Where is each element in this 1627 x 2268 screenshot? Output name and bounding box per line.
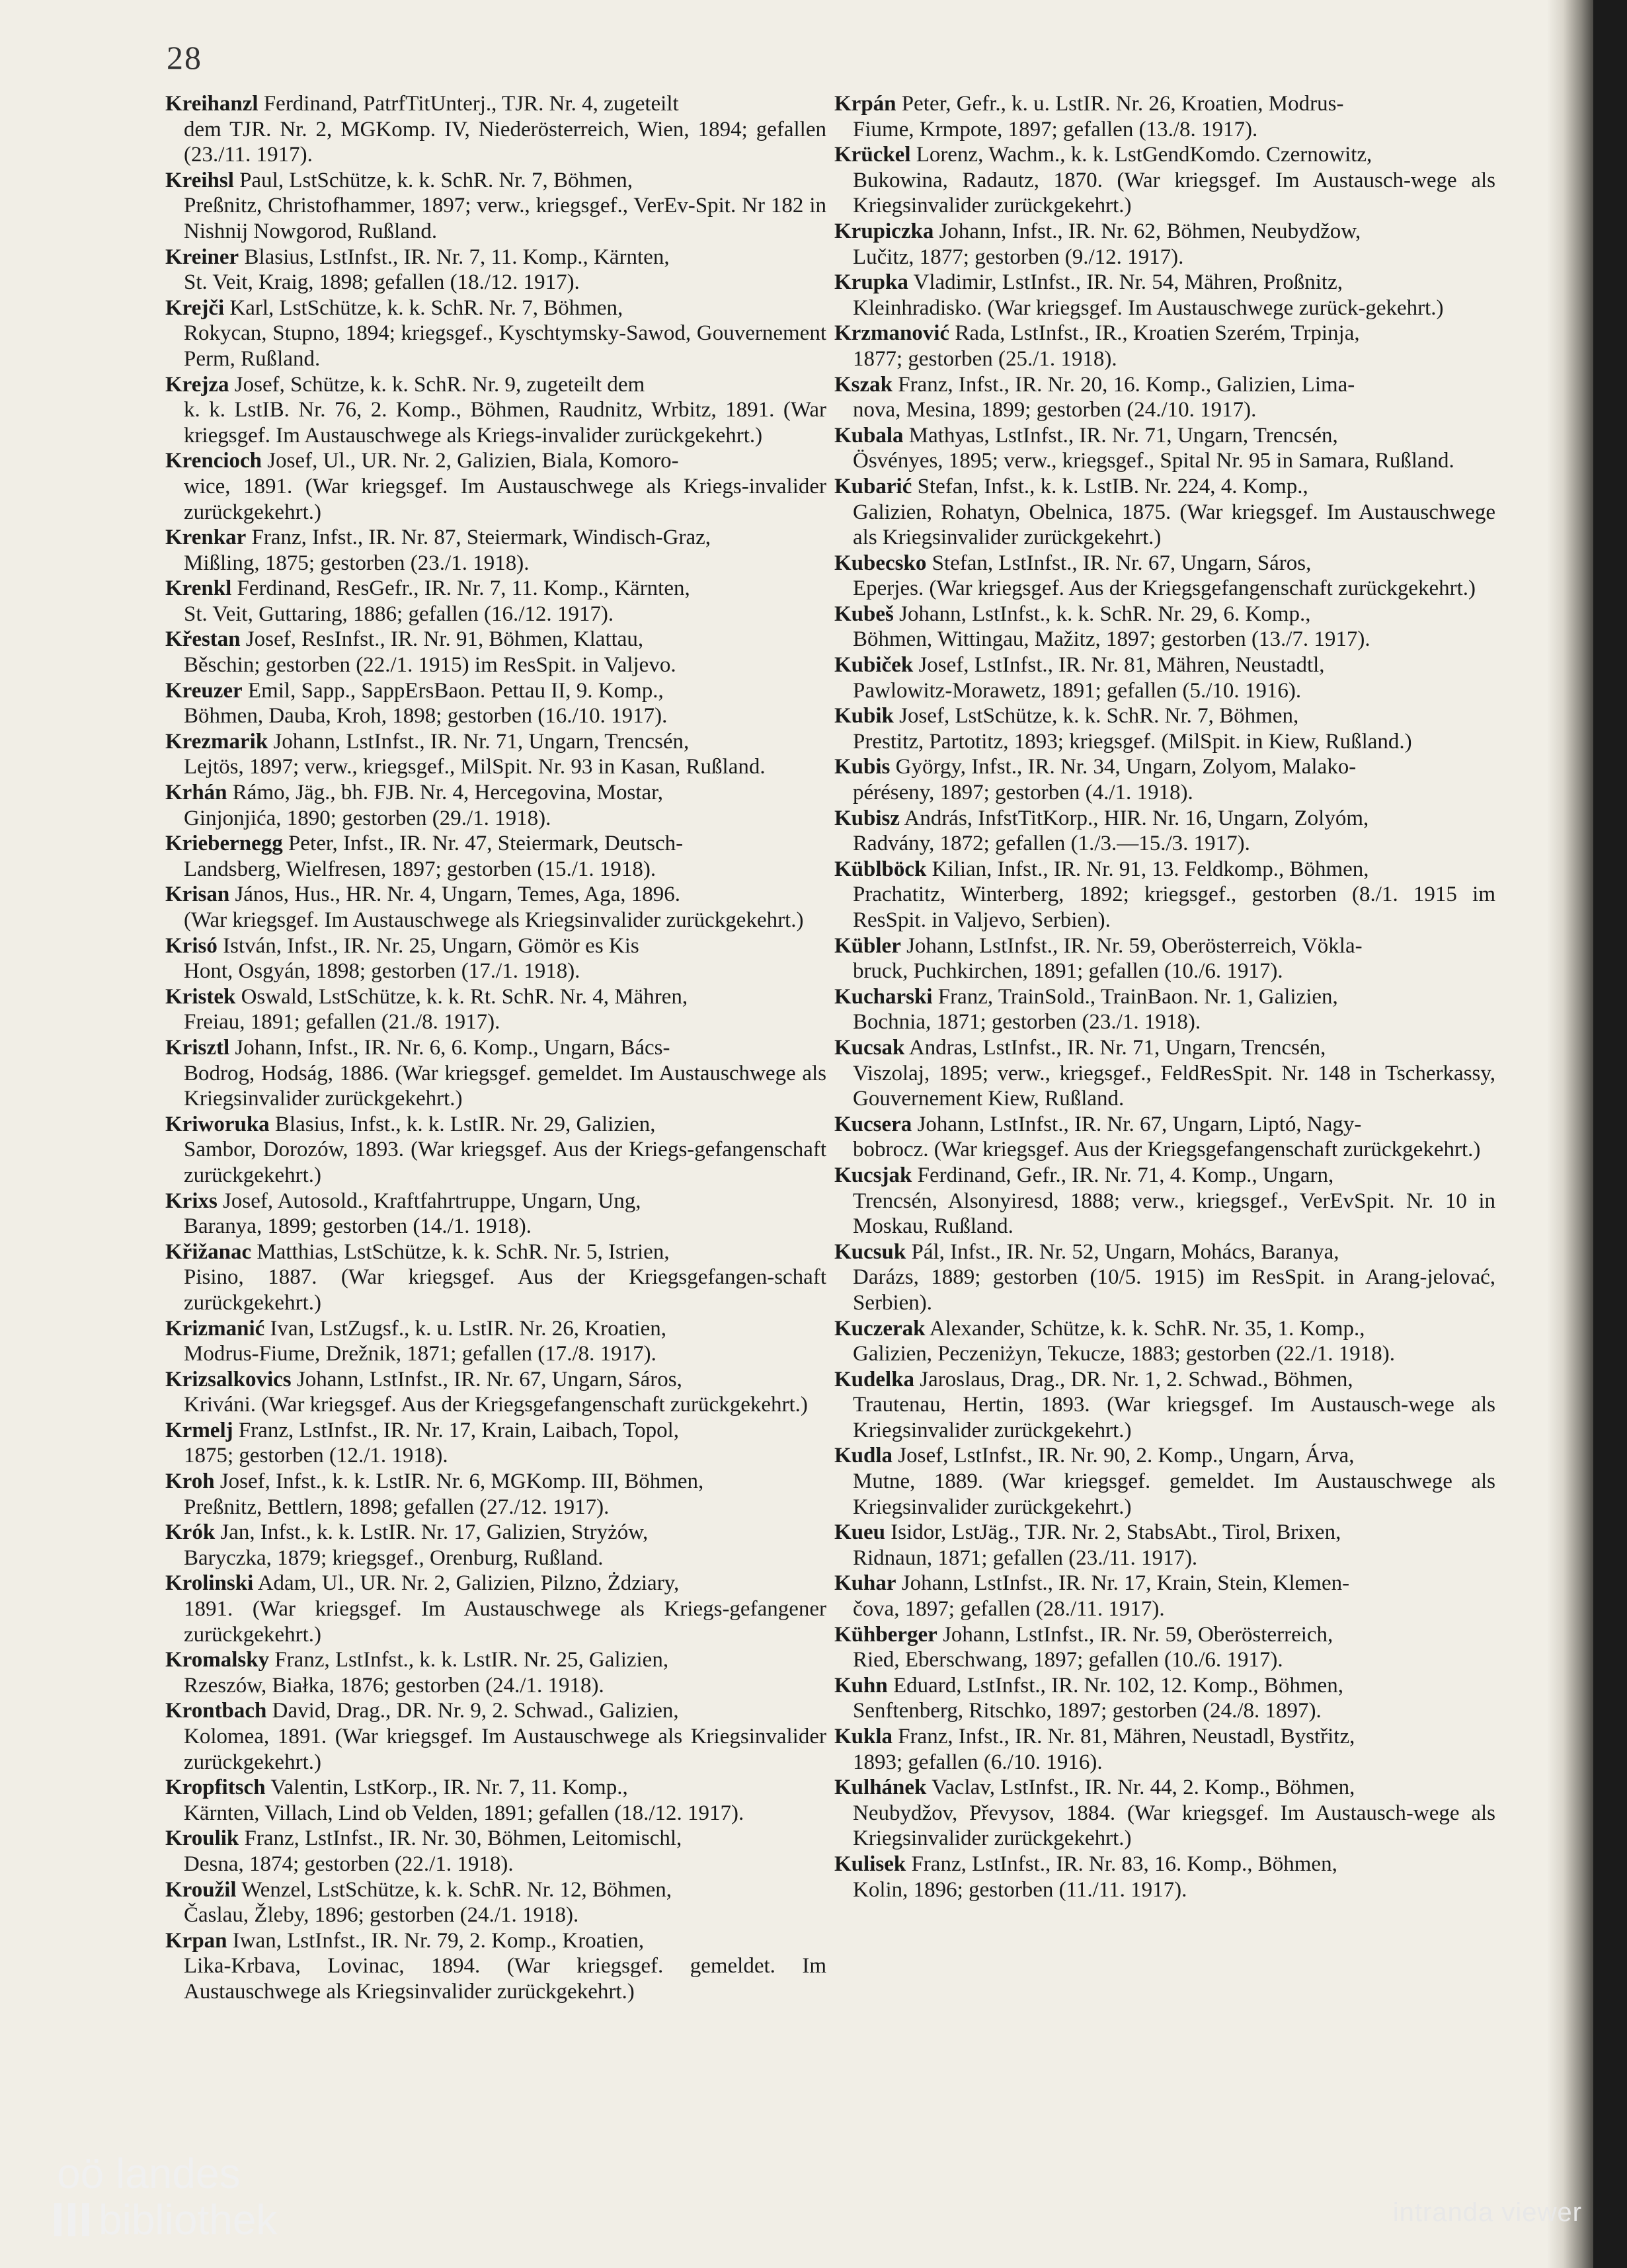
- entry-first-line: Vladimir, LstInfst., IR. Nr. 54, Mähren, Proßnitz,: [913, 270, 1343, 295]
- entry-first-line: Peter, Infst., IR. Nr. 47, Steiermark, Deutsch-: [288, 832, 684, 856]
- register-entry: [834, 1367, 1495, 1444]
- entry-surname: Krisó: [165, 933, 218, 958]
- left-column: [165, 91, 826, 2005]
- entry-continuation: dem TJR. Nr. 2, MGKomp. IV, Niederösterreich, Wien, 1894; gefallen (23./11. 1917).: [184, 117, 826, 167]
- entry-continuation: Kärnten, Villach, Lind ob Velden, 1891; gefallen (18./12. 1917).: [184, 1801, 744, 1825]
- register-entry: [834, 142, 1495, 219]
- entry-surname: Kucsjak: [834, 1163, 912, 1187]
- entry-first-line: Adam, Ul., UR. Nr. 2, Galizien, Pilzno, Żdziary,: [257, 1571, 680, 1596]
- register-entry: [834, 270, 1495, 321]
- register-entry: [834, 1316, 1495, 1367]
- entry-continuation: Freiau, 1891; gefallen (21./8. 1917).: [184, 1010, 500, 1035]
- entry-surname: Kriebernegg: [165, 832, 283, 856]
- register-entry: [165, 678, 826, 729]
- entry-continuation: 1893; gefallen (6./10. 1916).: [853, 1750, 1103, 1774]
- entry-surname: Kubecsko: [834, 551, 927, 575]
- entry-continuation: Landsberg, Wielfresen, 1897; gestorben (15./1. 1918).: [184, 857, 656, 881]
- entry-continuation: Modrus-Fiume, Drežnik, 1871; gefallen (17./8. 1917).: [184, 1342, 656, 1366]
- entry-surname: Krezmarik: [165, 729, 268, 754]
- entry-continuation: 1877; gestorben (25./1. 1918).: [853, 346, 1117, 371]
- register-entry: [165, 1698, 826, 1775]
- entry-continuation: Baranya, 1899; gestorben (14./1. 1918).: [184, 1214, 532, 1239]
- entry-first-line: András, InfstTitKorp., HIR. Nr. 16, Ungarn, Zolyóm,: [904, 806, 1369, 830]
- register-entry: [834, 423, 1495, 474]
- entry-first-line: Jan, Infst., k. k. LstIR. Nr. 17, Galizien, Stryżów,: [220, 1520, 649, 1545]
- entry-first-line: Oswald, LstSchütze, k. k. Rt. SchR. Nr. 4, Mähren,: [241, 984, 688, 1009]
- entry-continuation: Časlau, Žleby, 1896; gestorben (24./1. 1918).: [184, 1903, 579, 1928]
- entry-continuation: péréseny, 1897; gestorben (4./1. 1918).: [853, 781, 1193, 805]
- entry-surname: Kuczerak: [834, 1316, 926, 1341]
- register-entry: [834, 1622, 1495, 1673]
- register-entry: [834, 857, 1495, 933]
- entry-continuation: Eperjes. (War kriegsgef. Aus der Kriegsgefangenschaft zurückgekehrt.): [853, 576, 1476, 601]
- register-entry: [165, 1826, 826, 1877]
- entry-first-line: Pál, Infst., IR. Nr. 52, Ungarn, Mohács, Baranya,: [911, 1239, 1339, 1264]
- entry-continuation: Senftenberg, Ritschko, 1897; gestorben (24./8. 1897).: [853, 1699, 1322, 1723]
- entry-continuation: Preßnitz, Christofhammer, 1897; verw., kriegsgef., VerEv-Spit. Nr 182 in Nishnij Nowgorod, Rußland.: [184, 194, 826, 243]
- entry-first-line: Franz, LstInfst., IR. Nr. 83, 16. Komp., Böhmen,: [911, 1852, 1337, 1876]
- entry-continuation: Rzeszów, Białka, 1876; gestorben (24./1. 1918).: [184, 1673, 604, 1698]
- register-entry: [165, 1112, 826, 1189]
- entry-surname: Krisan: [165, 882, 230, 907]
- entry-continuation: Kolin, 1896; gestorben (11./11. 1917).: [853, 1877, 1187, 1902]
- entry-continuation: St. Veit, Kraig, 1898; gefallen (18./12. 1917).: [184, 270, 580, 295]
- entry-continuation: Mutne, 1889. (War kriegsgef. gemeldet. Im Austauschwege als Kriegsinvalider zurückgekehrt.): [853, 1469, 1495, 1519]
- entry-surname: Krizmanić: [165, 1316, 265, 1341]
- register-entry: [834, 933, 1495, 984]
- entry-first-line: Josef, ResInfst., IR. Nr. 91, Böhmen, Klattau,: [245, 627, 644, 652]
- entry-first-line: Paul, LstSchütze, k. k. SchR. Nr. 7, Böhmen,: [239, 168, 633, 192]
- entry-first-line: Ferdinand, PatrfTitUnterj., TJR. Nr. 4, zugeteilt: [263, 92, 679, 116]
- entry-continuation: k. k. LstIB. Nr. 76, 2. Komp., Böhmen, Raudnitz, Wrbitz, 1891. (War kriegsgef. Im Austauschwege als Kriegs-invalider zurückgekehrt.): [184, 398, 826, 448]
- register-entry: [165, 831, 826, 882]
- entry-continuation: čova, 1897; gefallen (28./11. 1917).: [853, 1597, 1165, 1622]
- register-entry: [834, 1724, 1495, 1775]
- entry-surname: Krók: [165, 1520, 216, 1545]
- entry-surname: Kubiček: [834, 653, 914, 678]
- entry-surname: Kucharski: [834, 984, 933, 1009]
- entry-surname: Kühberger: [834, 1622, 937, 1647]
- entry-continuation: Viszolaj, 1895; verw., kriegsgef., FeldResSpit. Nr. 148 in Tscherkassy, Gouvernement Kiew, Rußland.: [853, 1061, 1495, 1111]
- entry-first-line: Wenzel, LstSchütze, k. k. SchR. Nr. 12, Böhmen,: [241, 1877, 672, 1902]
- entry-first-line: Jaroslaus, Drag., DR. Nr. 1, 2. Schwad., Böhmen,: [920, 1367, 1353, 1391]
- entry-surname: Kubisz: [834, 806, 900, 830]
- register-entry: [834, 1571, 1495, 1622]
- register-entry: [834, 1520, 1495, 1571]
- entry-first-line: Josef, Autosold., Kraftfahrtruppe, Ungarn, Ung,: [223, 1189, 641, 1213]
- entry-continuation: Pisino, 1887. (War kriegsgef. Aus der Kriegsgefangen-schaft zurückgekehrt.): [184, 1265, 826, 1315]
- entry-first-line: Kilian, Infst., IR. Nr. 91, 13. Feldkomp., Böhmen,: [932, 857, 1369, 881]
- register-entry: [165, 1239, 826, 1316]
- register-entry: [165, 448, 826, 525]
- register-entry: [834, 91, 1495, 142]
- entry-first-line: Johann, LstInfst., IR. Nr. 17, Krain, Stein, Klemen-: [901, 1571, 1350, 1596]
- register-entry: [834, 321, 1495, 371]
- register-entry: [834, 652, 1495, 703]
- logo-text-bottom-row: [54, 2197, 277, 2243]
- entry-surname: Krenkl: [165, 576, 232, 601]
- entry-first-line: Alexander, Schütze, k. k. SchR. Nr. 35, 1. Komp.,: [929, 1316, 1365, 1341]
- logo-bars-icon: [54, 2203, 89, 2236]
- entry-continuation: Ridnaun, 1871; gefallen (23./11. 1917).: [853, 1545, 1198, 1570]
- entry-first-line: Johann, Infst., IR. Nr. 62, Böhmen, Neubydžow,: [939, 219, 1361, 243]
- entry-continuation: Prestitz, Partotitz, 1893; kriegsgef. (MilSpit. in Kiew, Rußland.): [853, 729, 1412, 754]
- entry-continuation: Bukowina, Radautz, 1870. (War kriegsgef. Im Austausch-wege als Kriegsinvalider zurückgekehrt.): [853, 168, 1495, 218]
- entry-continuation: Desna, 1874; gestorben (22./1. 1918).: [184, 1852, 514, 1876]
- entry-surname: Krpán: [834, 92, 896, 116]
- entry-surname: Krpan: [165, 1928, 227, 1953]
- entry-surname: Küblböck: [834, 857, 927, 881]
- entry-continuation: Lejtös, 1897; verw., kriegsgef., MilSpit. Nr. 93 in Kasan, Rußland.: [184, 755, 766, 779]
- register-entry: [834, 1775, 1495, 1852]
- entry-continuation: Mißling, 1875; gestorben (23./1. 1918).: [184, 551, 530, 575]
- logo-text-top: oö landes: [57, 2150, 241, 2197]
- entry-surname: Kuhar: [834, 1571, 896, 1596]
- entry-surname: Krisztl: [165, 1035, 230, 1060]
- entry-first-line: Franz, TrainSold., TrainBaon. Nr. 1, Galizien,: [937, 984, 1338, 1009]
- entry-surname: Kulhánek: [834, 1776, 927, 1800]
- entry-surname: Kucsera: [834, 1112, 912, 1136]
- register-entry: [165, 168, 826, 245]
- entry-surname: Kroh: [165, 1469, 215, 1494]
- entry-first-line: Johann, LstInfst., IR. Nr. 67, Ungarn, Sáros,: [296, 1367, 682, 1391]
- entry-first-line: Josef, Infst., k. k. LstIR. Nr. 6, MGKomp. III, Böhmen,: [219, 1469, 704, 1494]
- entry-surname: Kucsak: [834, 1035, 905, 1060]
- entry-continuation: Kleinhradisko. (War kriegsgef. Im Austauschwege zurück-gekehrt.): [853, 295, 1444, 320]
- entry-continuation: bobrocz. (War kriegsgef. Aus der Kriegsgefangenschaft zurückgekehrt.): [853, 1138, 1481, 1162]
- entry-first-line: Johann, LstInfst., k. k. SchR. Nr. 29, 6. Komp.,: [899, 602, 1311, 626]
- register-entry: [834, 1443, 1495, 1520]
- entry-first-line: Josef, LstSchütze, k. k. SchR. Nr. 7, Böhmen,: [899, 704, 1299, 728]
- register-entry: [165, 1647, 826, 1698]
- entry-first-line: Valentin, LstKorp., IR. Nr. 7, 11. Komp.,: [270, 1776, 628, 1800]
- register-entry: [834, 1112, 1495, 1163]
- entry-surname: Kreiner: [165, 245, 239, 269]
- entry-continuation: Běschin; gestorben (22./1. 1915) im ResSpit. in Valjevo.: [184, 653, 676, 678]
- entry-first-line: Rámo, Jäg., bh. FJB. Nr. 4, Hercegovina, Mostar,: [232, 781, 664, 805]
- entry-first-line: Stefan, Infst., k. k. LstIB. Nr. 224, 4. Komp.,: [917, 474, 1308, 498]
- entry-continuation: Ried, Eberschwang, 1897; gefallen (10./6. 1917).: [853, 1648, 1283, 1672]
- entry-surname: Krückel: [834, 143, 911, 167]
- entry-continuation: Prachatitz, Winterberg, 1892; kriegsgef., gestorben (8./1. 1915 im ResSpit. in Valjevo, Serbien).: [853, 882, 1495, 932]
- entry-surname: Krixs: [165, 1189, 218, 1213]
- register-entry: [834, 1163, 1495, 1239]
- entry-surname: Krontbach: [165, 1699, 267, 1723]
- entry-first-line: Ferdinand, ResGefr., IR. Nr. 7, 11. Komp., Kärnten,: [237, 576, 690, 601]
- entry-surname: Kubala: [834, 423, 904, 448]
- logo-text-bottom: bibliothek: [99, 2196, 278, 2244]
- entry-first-line: Johann, LstInfst., IR. Nr. 71, Ungarn, Trencsén,: [273, 729, 690, 754]
- register-entry: [165, 933, 826, 984]
- entry-continuation: Lika-Krbava, Lovinac, 1894. (War kriegsgef. gemeldet. Im Austauschwege als Kriegsinvalider zurückgekehrt.): [184, 1954, 826, 2004]
- entry-surname: Krizsalkovics: [165, 1367, 292, 1391]
- entry-first-line: David, Drag., DR. Nr. 9, 2. Schwad., Galizien,: [272, 1699, 679, 1723]
- entry-first-line: Rada, LstInfst., IR., Kroatien Szerém, Trpinja,: [955, 321, 1360, 346]
- register-entry: [165, 1035, 826, 1112]
- entry-surname: Krolinski: [165, 1571, 254, 1596]
- entry-surname: Kreuzer: [165, 678, 243, 703]
- entry-surname: Krmelj: [165, 1418, 233, 1442]
- register-entry: [165, 91, 826, 168]
- entry-first-line: Mathyas, LstInfst., IR. Nr. 71, Ungarn, Trencsén,: [908, 423, 1338, 448]
- entry-continuation: Fiume, Krmpote, 1897; gefallen (13./8. 1917).: [853, 117, 1258, 141]
- register-entry: [165, 1928, 826, 2005]
- entry-surname: Kromalsky: [165, 1648, 270, 1672]
- entry-first-line: Josef, Schütze, k. k. SchR. Nr. 9, zugeteilt dem: [234, 372, 645, 397]
- entry-first-line: Ferdinand, Gefr., IR. Nr. 71, 4. Komp., Ungarn,: [917, 1163, 1334, 1187]
- entry-first-line: Franz, LstInfst., IR. Nr. 17, Krain, Laibach, Topol,: [238, 1418, 679, 1442]
- entry-continuation: St. Veit, Guttaring, 1886; gefallen (16./12. 1917).: [184, 602, 614, 626]
- entry-surname: Krhán: [165, 781, 227, 805]
- entry-surname: Kübler: [834, 933, 901, 958]
- entry-first-line: Franz, LstInfst., IR. Nr. 30, Böhmen, Leitomischl,: [244, 1826, 682, 1851]
- entry-first-line: Matthias, LstSchütze, k. k. SchR. Nr. 5, Istrien,: [257, 1239, 670, 1264]
- entry-first-line: Vaclav, LstInfst., IR. Nr. 44, 2. Komp., Böhmen,: [932, 1776, 1355, 1800]
- entry-surname: Kroužil: [165, 1877, 237, 1902]
- entry-continuation: Trencsén, Alsonyiresd, 1888; verw., kriegsgef., VerEvSpit. Nr. 10 in Moskau, Rußland.: [853, 1189, 1495, 1239]
- entry-continuation: Böhmen, Wittingau, Mažitz, 1897; gestorben (13./7. 1917).: [853, 627, 1370, 652]
- register-entry: [834, 806, 1495, 857]
- entry-surname: Krencioch: [165, 449, 262, 473]
- entry-surname: Kuhn: [834, 1673, 888, 1698]
- entry-continuation: 1891. (War kriegsgef. Im Austauschwege als Kriegs-gefangener zurückgekehrt.): [184, 1597, 826, 1647]
- entry-continuation: Ösvényes, 1895; verw., kriegsgef., Spital Nr. 95 in Samara, Rußland.: [853, 449, 1454, 473]
- entry-surname: Kszak: [834, 372, 893, 397]
- entry-first-line: Johann, Infst., IR. Nr. 6, 6. Komp., Ungarn, Bács-: [235, 1035, 670, 1060]
- entry-surname: Kukla: [834, 1725, 893, 1748]
- page-gutter-shadow: [1547, 0, 1593, 2268]
- register-entry: [834, 474, 1495, 551]
- right-column: [834, 91, 1495, 1902]
- entry-continuation: bruck, Puchkirchen, 1891; gefallen (10./6. 1917).: [853, 959, 1283, 984]
- entry-surname: Kriworuka: [165, 1112, 270, 1136]
- entry-continuation: Hont, Osgyán, 1898; gestorben (17./1. 1918).: [184, 959, 580, 984]
- entry-surname: Kudla: [834, 1444, 893, 1468]
- entry-continuation: Trautenau, Hertin, 1893. (War kriegsgef. Im Austausch-wege als Kriegsinvalider zurückgekehrt.): [853, 1393, 1495, 1442]
- register-entry: [165, 882, 826, 933]
- entry-surname: Krupiczka: [834, 219, 934, 243]
- register-entry: [165, 1418, 826, 1469]
- entry-surname: Kroulik: [165, 1826, 239, 1851]
- entry-first-line: Blasius, LstInfst., IR. Nr. 7, 11. Komp., Kärnten,: [244, 245, 670, 269]
- entry-continuation: Neubydžov, Převysov, 1884. (War kriegsgef. Im Austausch-wege als Kriegsinvalider zurückgekehrt.): [853, 1801, 1495, 1851]
- register-entry: [834, 1239, 1495, 1316]
- entry-surname: Kreihsl: [165, 168, 234, 192]
- entry-first-line: Karl, LstSchütze, k. k. SchR. Nr. 7, Böhmen,: [229, 295, 623, 320]
- register-entry: [165, 1775, 826, 1826]
- entry-surname: Křestan: [165, 627, 241, 652]
- register-entry: [834, 703, 1495, 754]
- register-entry: [165, 372, 826, 449]
- entry-continuation: Rokycan, Stupno, 1894; kriegsgef., Kyschtymsky-Sawod, Gouvernement Perm, Rußland.: [184, 321, 826, 371]
- entry-first-line: Stefan, LstInfst., IR. Nr. 67, Ungarn, Sáros,: [932, 551, 1312, 575]
- register-entry: [834, 1673, 1495, 1724]
- register-entry: [165, 295, 826, 372]
- register-entry: [834, 219, 1495, 270]
- entry-continuation: Darázs, 1889; gestorben (10/5. 1915) im ResSpit. in Arang-jelovać, Serbien).: [853, 1265, 1495, 1315]
- entry-first-line: Johann, LstInfst., IR. Nr. 59, Oberösterreich, Vökla-: [906, 933, 1363, 958]
- entry-first-line: István, Infst., IR. Nr. 25, Ungarn, Gömör es Kis: [223, 933, 639, 958]
- entry-continuation: Sambor, Dorozów, 1893. (War kriegsgef. Aus der Kriegs-gefangenschaft zurückgekehrt.): [184, 1138, 826, 1187]
- entry-surname: Kubeš: [834, 602, 894, 626]
- entry-surname: Kubarić: [834, 474, 912, 498]
- register-entry: [834, 754, 1495, 805]
- entry-continuation: Galizien, Rohatyn, Obelnica, 1875. (War kriegsgef. Im Austauschwege als Kriegsinvalider zurückgekehrt.): [853, 500, 1495, 550]
- entry-first-line: György, Infst., IR. Nr. 34, Ungarn, Zolyom, Malako-: [895, 755, 1357, 779]
- entry-first-line: Franz, Infst., IR. Nr. 87, Steiermark, Windisch-Graz,: [251, 526, 711, 550]
- register-entry: [165, 525, 826, 576]
- register-entry: [165, 627, 826, 678]
- entry-first-line: János, Hus., HR. Nr. 4, Ungarn, Temes, Aga, 1896.: [235, 882, 680, 907]
- entry-first-line: Eduard, LstInfst., IR. Nr. 102, 12. Komp., Böhmen,: [893, 1673, 1344, 1698]
- entry-continuation: Galizien, Peczeniżyn, Tekucze, 1883; gestorben (22./1. 1918).: [853, 1342, 1395, 1366]
- register-entry: [834, 1852, 1495, 1902]
- entry-surname: Krzmanović: [834, 321, 950, 346]
- entry-continuation: wice, 1891. (War kriegsgef. Im Austauschwege als Kriegs-invalider zurückgekehrt.): [184, 474, 826, 524]
- entry-surname: Krenkar: [165, 526, 247, 550]
- register-entry: [165, 1469, 826, 1520]
- entry-continuation: Böhmen, Dauba, Kroh, 1898; gestorben (16./10. 1917).: [184, 704, 668, 728]
- register-entry: [165, 1877, 826, 1928]
- register-entry: [165, 984, 826, 1035]
- entry-first-line: Franz, LstInfst., k. k. LstIR. Nr. 25, Galizien,: [274, 1648, 669, 1672]
- viewer-brand-label[interactable]: intranda viewer: [1392, 2198, 1582, 2227]
- entry-first-line: Iwan, LstInfst., IR. Nr. 79, 2. Komp., Kroatien,: [232, 1928, 645, 1953]
- entry-first-line: Emil, Sapp., SappErsBaon. Pettau II, 9. Komp.,: [247, 678, 664, 703]
- entry-continuation: Preßnitz, Bettlern, 1898; gefallen (27./12. 1917).: [184, 1495, 610, 1519]
- entry-first-line: Lorenz, Wachm., k. k. LstGendKomdo. Czernowitz,: [916, 143, 1372, 167]
- entry-surname: Kropfitsch: [165, 1776, 266, 1800]
- entry-continuation: Pawlowitz-Morawetz, 1891; gefallen (5./10. 1916).: [853, 678, 1302, 703]
- entry-continuation: 1875; gestorben (12./1. 1918).: [184, 1444, 448, 1468]
- entry-first-line: Franz, Infst., IR. Nr. 20, 16. Komp., Galizien, Lima-: [898, 372, 1355, 397]
- entry-continuation: (War kriegsgef. Im Austauschwege als Kriegsinvalider zurückgekehrt.): [184, 908, 804, 932]
- entry-first-line: Franz, Infst., IR. Nr. 81, Mähren, Neustadl, Bystřitz,: [898, 1725, 1355, 1748]
- register-entry: [165, 1367, 826, 1418]
- register-entry: [834, 602, 1495, 652]
- entry-surname: Kubis: [834, 755, 891, 779]
- entry-first-line: Peter, Gefr., k. u. LstIR. Nr. 26, Kroatien, Modrus-: [901, 92, 1344, 116]
- entry-first-line: Johann, LstInfst., IR. Nr. 67, Ungarn, Liptó, Nagy-: [917, 1112, 1362, 1136]
- entry-continuation: Kolomea, 1891. (War kriegsgef. Im Austauschwege als Kriegsinvalider zurückgekehrt.): [184, 1725, 826, 1774]
- entry-continuation: Baryczka, 1879; kriegsgef., Orenburg, Rußland.: [184, 1545, 604, 1570]
- entry-surname: Kueu: [834, 1520, 886, 1545]
- entry-continuation: Bochnia, 1871; gestorben (23./1. 1918).: [853, 1010, 1201, 1035]
- entry-continuation: Kriváni. (War kriegsgef. Aus der Kriegsgefangenschaft zurückgekehrt.): [184, 1393, 808, 1417]
- register-entry: [165, 1316, 826, 1367]
- entry-surname: Krejči: [165, 295, 225, 320]
- entry-first-line: Isidor, LstJäg., TJR. Nr. 2, StabsAbt., Tirol, Brixen,: [891, 1520, 1341, 1545]
- entry-first-line: Ivan, LstZugsf., k. u. LstIR. Nr. 26, Kroatien,: [270, 1316, 666, 1341]
- entry-surname: Kudelka: [834, 1367, 915, 1391]
- library-logo[interactable]: [54, 2150, 277, 2243]
- entry-first-line: Johann, LstInfst., IR. Nr. 59, Oberösterreich,: [943, 1622, 1333, 1647]
- register-entry: [165, 1189, 826, 1239]
- register-entry: [165, 1571, 826, 1647]
- entry-first-line: Blasius, Infst., k. k. LstIR. Nr. 29, Galizien,: [274, 1112, 656, 1136]
- register-entry: [165, 729, 826, 780]
- entry-surname: Kulisek: [834, 1852, 906, 1876]
- entry-first-line: Josef, LstInfst., IR. Nr. 90, 2. Komp., Ungarn, Árva,: [898, 1444, 1355, 1468]
- entry-continuation: Radvány, 1872; gefallen (1./3.—15./3. 1917).: [853, 832, 1250, 856]
- register-entry: [165, 1520, 826, 1571]
- register-entry: [834, 551, 1495, 602]
- entry-first-line: Andras, LstInfst., IR. Nr. 71, Ungarn, Trencsén,: [908, 1035, 1326, 1060]
- entry-continuation: Bodrog, Hodság, 1886. (War kriegsgef. gemeldet. Im Austauschwege als Kriegsinvalider zurückgekehrt.): [184, 1061, 826, 1111]
- entry-surname: Kreihanzl: [165, 92, 258, 116]
- entry-surname: Křižanac: [165, 1239, 252, 1264]
- register-entry: [834, 1035, 1495, 1112]
- register-entry: [165, 576, 826, 627]
- page-number: 28: [167, 39, 202, 76]
- entry-surname: Kubik: [834, 704, 894, 728]
- entry-continuation: Ginjonjića, 1890; gestorben (29./1. 1918).: [184, 806, 551, 830]
- entry-surname: Kucsuk: [834, 1239, 906, 1264]
- register-entry: [165, 245, 826, 295]
- entry-surname: Kristek: [165, 984, 236, 1009]
- entry-continuation: nova, Mesina, 1899; gestorben (24./10. 1917).: [853, 398, 1257, 422]
- entry-surname: Krejza: [165, 372, 229, 397]
- register-entry: [834, 984, 1495, 1035]
- entry-continuation: Lučitz, 1877; gestorben (9./12. 1917).: [853, 245, 1184, 269]
- register-entry: [165, 780, 826, 831]
- entry-first-line: Josef, Ul., UR. Nr. 2, Galizien, Biala, Komoro-: [267, 449, 679, 473]
- register-entry: [834, 372, 1495, 423]
- entry-surname: Krupka: [834, 270, 908, 295]
- entry-first-line: Josef, LstInfst., IR. Nr. 81, Mähren, Neustadtl,: [918, 653, 1325, 678]
